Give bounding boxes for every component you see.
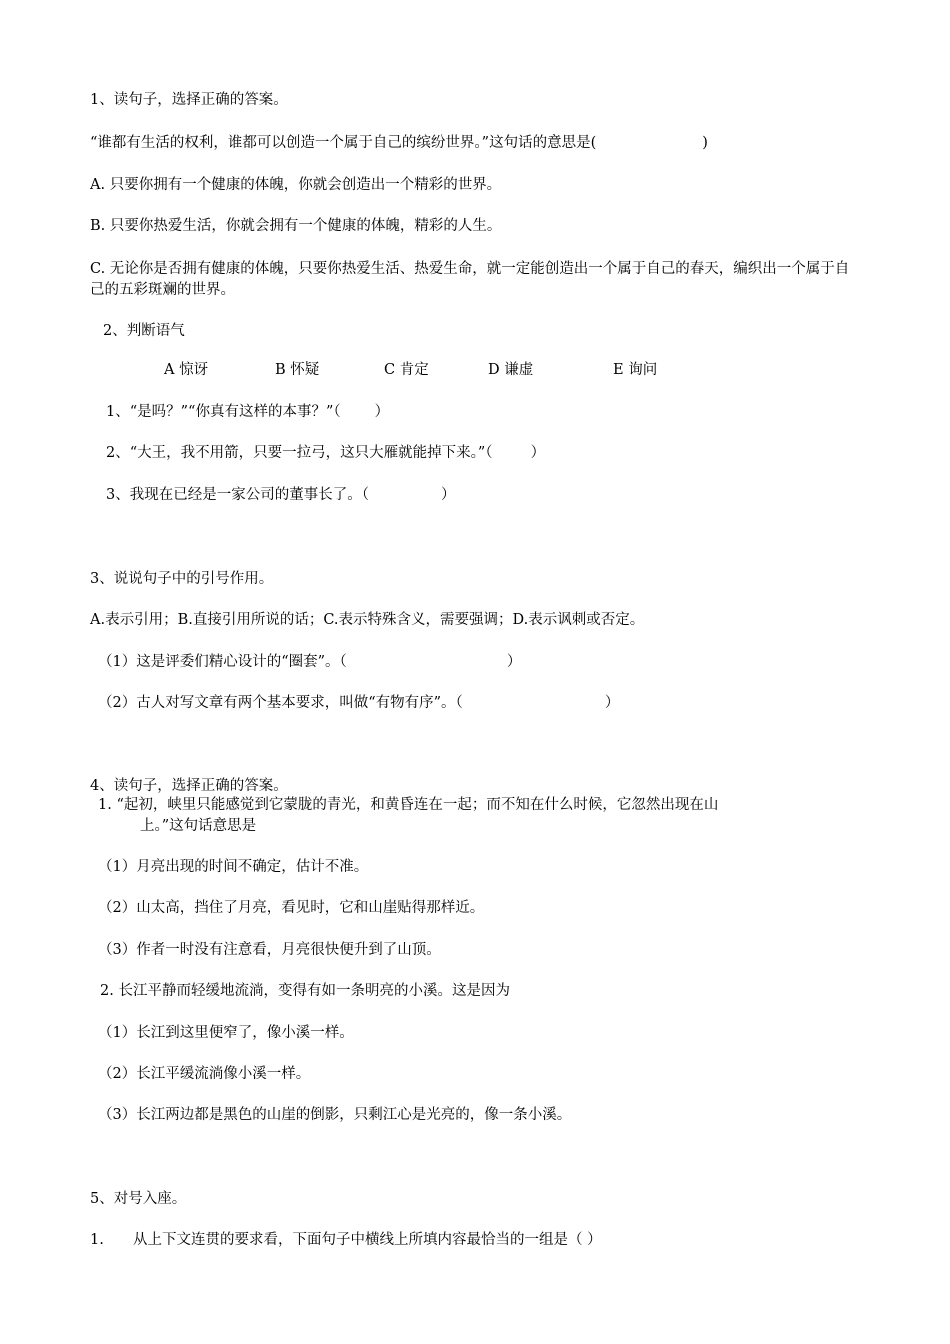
q2-item-2 bbox=[106, 444, 545, 462]
q1-option-c: C. 无论你是否拥有健康的体魄，只要你热爱生活、热爱生命，就一定能创造出一个属于自己的春天，编织出一个属于自己的五彩斑斓的世界。 bbox=[90, 261, 850, 298]
q2-item-2-close: ） bbox=[530, 445, 546, 461]
q5-sub1-text: 从上下文连贯的要求看，下面句子中横线上所填内容最恰当的一组是（ ） bbox=[133, 1232, 602, 1248]
q4-sub2: 2. 长江平静而轻缓地流淌，变得有如一条明亮的小溪。这是因为 bbox=[100, 983, 510, 999]
q2-title: 2、判断语气 bbox=[103, 323, 185, 339]
q4-sub1-option-1: （1）月亮出现的时间不确定，估计不准。 bbox=[98, 859, 369, 875]
q1-option-a: A. 只要你拥有一个健康的体魄，你就会创造出一个精彩的世界。 bbox=[90, 177, 502, 193]
q2-option-d: D 谦虚 bbox=[488, 362, 534, 378]
q5-sub1-number: 1. bbox=[90, 1232, 104, 1248]
q1-stem-text: “谁都有生活的权利，谁都可以创造一个属于自己的缤纷世界。”这句话的意思是( bbox=[90, 135, 597, 151]
q2-item-3 bbox=[106, 486, 455, 504]
q5-title: 5、对号入座。 bbox=[90, 1191, 187, 1207]
q2-option-b: B 怀疑 bbox=[275, 362, 320, 378]
q1-stem bbox=[90, 134, 708, 152]
q3-title: 3、说说句子中的引号作用。 bbox=[90, 571, 274, 587]
q2-item-3-close: ） bbox=[440, 487, 456, 503]
q4-sub1-option-3: （3）作者一时没有注意看，月亮很快便升到了山顶。 bbox=[98, 942, 441, 958]
q4-title: 4、读句子，选择正确的答案。 bbox=[90, 778, 288, 794]
q3-item-1 bbox=[98, 653, 521, 671]
q2-option-c: C 肯定 bbox=[384, 362, 429, 378]
q4-sub1-option-2: （2）山太高，挡住了月亮，看见时，它和山崖贴得那样近。 bbox=[98, 900, 485, 916]
q3-item-1-text: （1）这是评委们精心设计的“圈套”。（ bbox=[98, 654, 347, 670]
q3-item-2 bbox=[98, 694, 619, 712]
q4-sub2-option-2: （2）长江平缓流淌像小溪一样。 bbox=[98, 1066, 311, 1082]
q2-item-1 bbox=[106, 403, 389, 421]
q4-sub2-option-1: （1）长江到这里便窄了，像小溪一样。 bbox=[98, 1025, 354, 1041]
q3-item-2-close: ） bbox=[604, 695, 620, 711]
q3-options: A.表示引用；B.直接引用所说的话；C.表示特殊含义，需要强调；D.表示讽刺或否定。 bbox=[90, 612, 645, 628]
q2-item-2-text: 2、“大王，我不用箭，只要一拉弓，这只大雁就能掉下来。”（ bbox=[106, 445, 493, 461]
q2-item-1-close: ） bbox=[374, 404, 390, 420]
q4-sub2-option-3: （3）长江两边都是黑色的山崖的倒影，只剩江心是光亮的，像一条小溪。 bbox=[98, 1107, 572, 1123]
q3-item-1-close: ） bbox=[506, 654, 522, 670]
q2-item-3-text: 3、我现在已经是一家公司的董事长了。（ bbox=[106, 487, 369, 503]
q4-sub1-line1: 1. “起初，峡里只能感觉到它蒙胧的青光，和黄昏连在一起；而不知在什么时候，它忽然出现在山 bbox=[98, 797, 719, 813]
q3-item-2-text: （2）古人对写文章有两个基本要求，叫做“有物有序”。（ bbox=[98, 695, 463, 711]
q1-option-b: B. 只要你热爱生活，你就会拥有一个健康的体魄，精彩的人生。 bbox=[90, 218, 502, 234]
q4-sub1-line2: 上。”这句话意思是 bbox=[140, 818, 257, 834]
q2-item-1-text: 1、“是吗？”“你真有这样的本事？”（ bbox=[106, 404, 341, 420]
q2-option-e: E 询问 bbox=[613, 362, 658, 378]
q1-title: 1、读句子，选择正确的答案。 bbox=[90, 92, 288, 108]
q1-stem-close: ) bbox=[702, 135, 708, 151]
q2-option-a: A 惊讶 bbox=[164, 362, 209, 378]
